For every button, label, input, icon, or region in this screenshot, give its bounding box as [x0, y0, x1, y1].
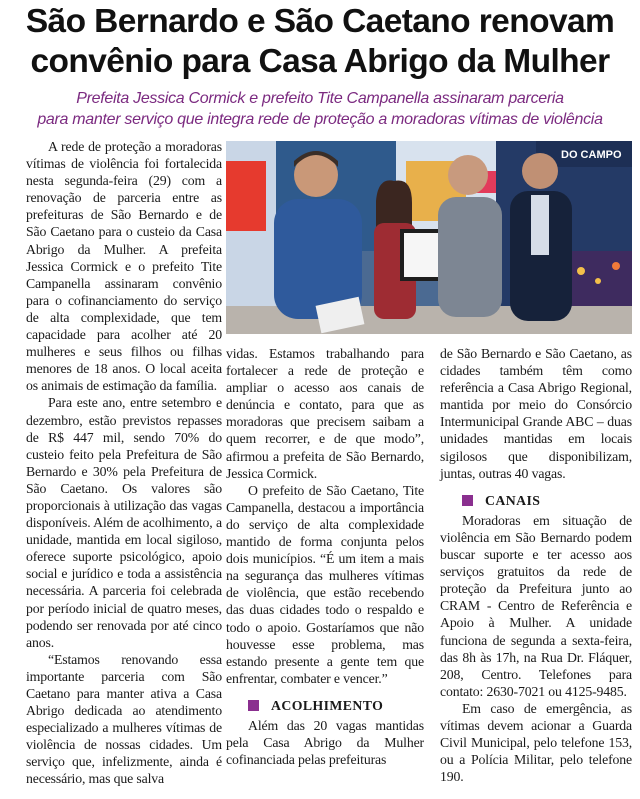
- paragraph: Moradoras em situação de violência em São Bernardo podem buscar suporte e ter acesso aos serviços gratuitos da rede de proteção da Prefeitura junto ao CRAM - Centro de Referência e Apoio à Mulher. A unidade funciona de segunda a sexta-feira, das 8h às 17h, na Rua Dr. Fláquer, 208, Centro. Telefones para contato: 2630-7021 ou 4125-9485.: [440, 512, 632, 699]
- headline: [0, 2, 640, 82]
- article-photo: [226, 141, 632, 334]
- section-heading-canais: [462, 492, 632, 509]
- deck-subtitle: [0, 88, 640, 130]
- paragraph: vidas. Estamos trabalhando para fortalecer a rede de proteção e ampliar o acesso aos canais de denúncia e contato, para que as moradoras que precisem saibam a quem recorrer, e de que modo”, afirmou a prefeita de São Bernardo, Jessica Cormick.: [226, 346, 424, 481]
- section-heading-label: CANAIS: [485, 492, 541, 508]
- headline-line-2: convênio para Casa Abrigo da Mulher: [30, 43, 610, 80]
- paragraph: de São Bernardo e São Caetano, as cidades também têm como referência a Casa Abrigo Regional, mantida por meio do Consórcio Intermunicipal Grande ABC – duas unidades mantidas em locais sigilosos que disponibilizam, juntas, outras 40 vagas.: [440, 346, 632, 481]
- paragraph: “Estamos renovando essa importante parceria com São Caetano para manter ativa a Casa Abrigo dedicada ao atendimento especializado a mulheres vítimas de violência de nossas cidades. Um serviço que, infelizmente, ainda é necessário, mas que salva: [26, 651, 222, 787]
- paragraph: A rede de proteção a moradoras vítimas de violência foi fortalecida nesta segunda-feira (29) com a renovação de parceria entre as prefeituras de São Bernardo e de São Caetano para o custeio da Casa Abrigo da Mulher. A prefeita Jessica Cormick e o prefeito Tite Campanella assinaram convênio para o cofinanciamento do serviço de alta complexidade, que tem capacidade para acolher até 20 mulheres e seus filhos ou filhas menores de 18 anos. O local aceita os animais de estimação da família.: [26, 139, 222, 394]
- column-3: [440, 345, 632, 785]
- photo-banner-text: DO CAMPO: [561, 149, 622, 161]
- column-2: [226, 345, 424, 768]
- section-heading-acolhimento: [248, 697, 424, 714]
- section-square-icon: [462, 495, 473, 506]
- section-square-icon: [248, 700, 259, 711]
- deck-line-1: Prefeita Jessica Cormick e prefeito Tite Campanella assinaram parceria: [76, 90, 564, 107]
- paragraph: O prefeito de São Caetano, Tite Campanella, destacou a importância do serviço de alta complexidade mantido de forma conjunta pelos dois municípios. “É um item a mais na segurança das mulheres vítimas de violência, que estão recebendo das duas cidades todo o respaldo e todo o apoio. Gostaríamos que não houvesse esse problema, mas estando presente a gente tem que enfrentar, combater e vencer.”: [226, 482, 424, 686]
- column-1: [26, 138, 222, 788]
- section-heading-label: ACOLHIMENTO: [271, 697, 384, 713]
- paragraph: Além das 20 vagas mantidas pela Casa Abrigo da Mulher cofinanciada pelas prefeituras: [226, 717, 424, 768]
- photo-illustration: [226, 141, 632, 334]
- deck-line-2: para manter serviço que integra rede de proteção a moradoras vítimas de violência: [37, 111, 603, 128]
- paragraph: Em caso de emergência, as vítimas devem acionar a Guarda Civil Municipal, pelo telefone 153, ou a Polícia Militar, pelo telefone 190.: [440, 700, 632, 785]
- headline-line-1: São Bernardo e São Caetano renovam: [25, 3, 615, 40]
- paragraph: Para este ano, entre setembro e dezembro, estão previstos repasses de R$ 447 mil, sendo 70% do custeio feito pela Prefeitura de São Bernardo e 30% pela Prefeitura de São Caetano. Os valores são proporcionais à utilização das vagas disponíveis. Além de acolhimento, a unidade, mantida em local sigiloso, oferece suporte psicológico, apoio social e jurídico e toda a assistência necessária. A parceria foi celebrada por período inicial de quatro meses, podendo ser renovada por até cinco anos.: [26, 395, 222, 650]
